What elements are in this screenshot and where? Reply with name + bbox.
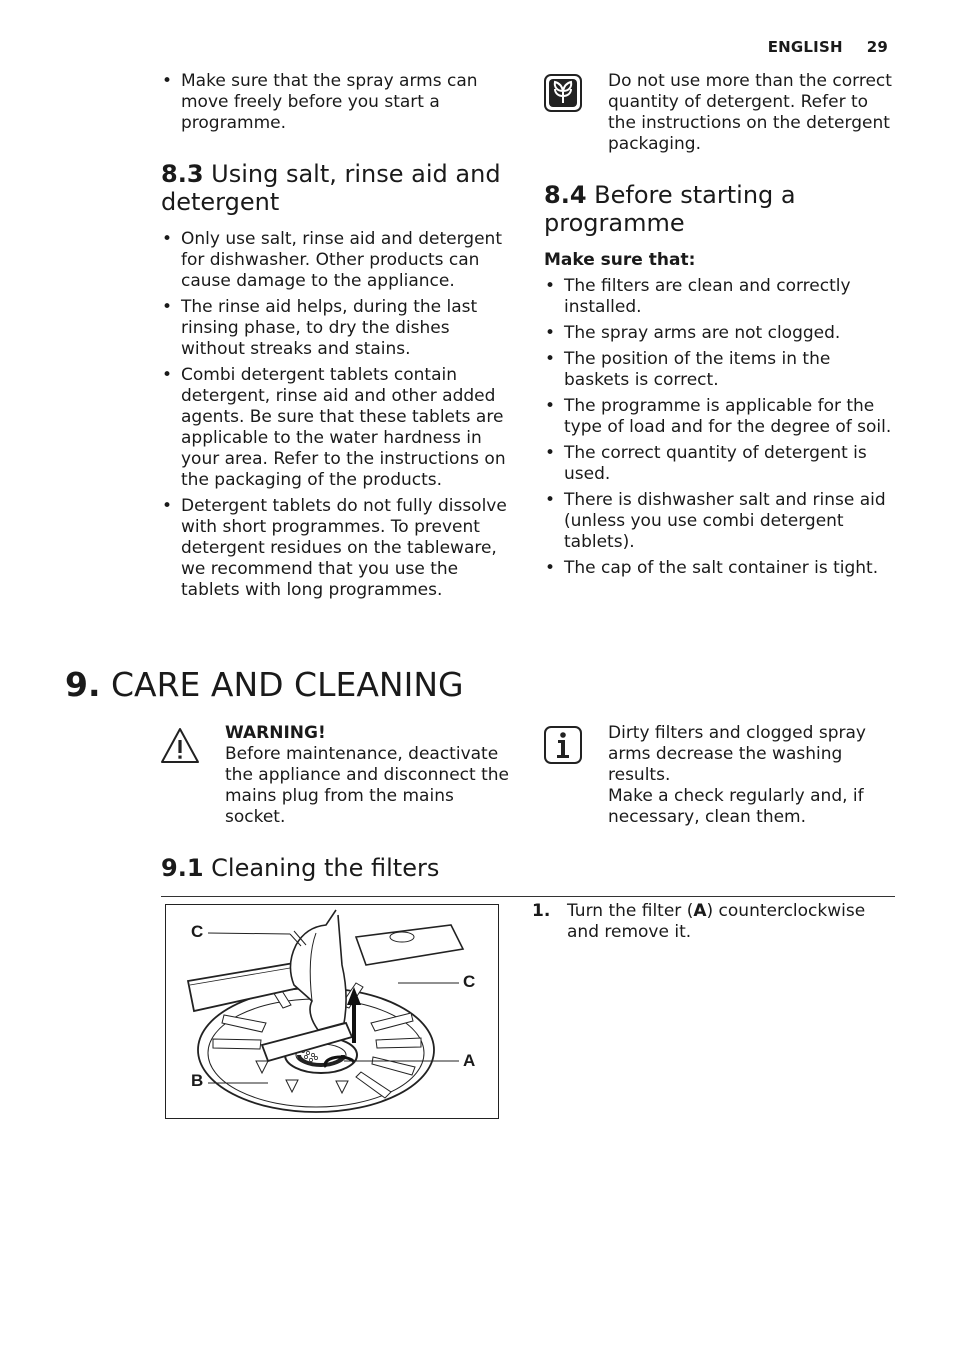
info-note-line2: Make a check regularly and, if necessary, clean them. <box>608 786 864 827</box>
section-number: 8.4 <box>544 181 587 209</box>
section-title: Cleaning the filters <box>211 854 440 882</box>
list-item: • Make sure that the spray arms can move freely before you start a programme. <box>162 71 492 134</box>
warning-icon <box>160 726 200 766</box>
chapter-title: CARE AND CLEANING <box>111 665 464 704</box>
step-1 <box>532 901 892 943</box>
page-number: 29 <box>866 38 888 56</box>
step-text-pre: Turn the filter ( <box>567 901 694 921</box>
environment-note-text: Do not use more than the correct quantity of detergent. Refer to the instructions on the detergent packaging. <box>608 71 892 154</box>
section-8-4-heading <box>544 181 894 237</box>
section-title: Using salt, rinse aid and detergent <box>161 160 501 216</box>
warning-block <box>225 723 517 828</box>
figure-label-c-right: C <box>463 972 476 991</box>
figure-label-c-top: C <box>191 922 204 941</box>
list-item: • Detergent tablets do not fully dissolve with short programmes. To prevent detergent residues on the tableware, we recommend that you use the tablets with long programmes. <box>162 496 510 601</box>
list-item: • The filters are clean and correctly installed. <box>545 276 897 318</box>
info-icon <box>543 725 583 765</box>
filter-illustration <box>165 904 499 1119</box>
spray-arms-bullet-list <box>162 71 492 139</box>
list-item: • The cap of the salt container is tight. <box>545 558 897 579</box>
list-item: • The position of the items in the baskets is correct. <box>545 349 897 391</box>
list-item: • There is dishwasher salt and rinse aid (unless you use combi detergent tablets). <box>545 490 897 553</box>
chapter-9-heading <box>65 666 464 704</box>
step-text-post: ) counterclockwise and remove it. <box>567 901 866 942</box>
list-item: • Combi detergent tablets contain detergent, rinse aid and other added agents. Be sure that these tablets are applicable to the water hardness in your area. Refer to the instructions on the packaging of the products. <box>162 365 510 491</box>
page-header <box>768 38 888 56</box>
list-item: • Only use salt, rinse aid and detergent for dishwasher. Other products can cause damage to the appliance. <box>162 229 510 292</box>
list-item: • The correct quantity of detergent is used. <box>545 443 897 485</box>
section-title: Before starting a programme <box>544 181 796 237</box>
chapter-number: 9. <box>65 665 101 704</box>
section-9-1-heading <box>161 854 439 882</box>
figure-label-b: B <box>191 1071 204 1090</box>
step-key-label: A <box>693 901 707 921</box>
header-language: ENGLISH <box>767 38 843 56</box>
figure-label-a: A <box>463 1051 476 1070</box>
warning-text: Before maintenance, deactivate the appliance and disconnect the mains plug from the mains socket. <box>225 744 509 827</box>
info-note-block <box>608 723 893 828</box>
step-text <box>567 901 892 943</box>
step-number: 1. <box>532 901 551 921</box>
make-sure-lead: Make sure that: <box>544 250 696 270</box>
section-8-3-bullets <box>162 229 510 606</box>
list-item: • The rinse aid helps, during the last rinsing phase, to dry the dishes without streaks and stains. <box>162 297 510 360</box>
section-number: 9.1 <box>161 854 204 882</box>
list-item: • The programme is applicable for the type of load and for the degree of soil. <box>545 396 897 438</box>
section-8-3-heading <box>161 160 511 216</box>
section-number: 8.3 <box>161 160 204 188</box>
environment-icon <box>543 73 583 113</box>
info-note-line1: Dirty filters and clogged spray arms decrease the washing results. <box>608 723 866 785</box>
warning-title: WARNING! <box>225 723 326 743</box>
list-item: • The spray arms are not clogged. <box>545 323 897 344</box>
section-8-4-bullets <box>545 276 897 584</box>
section-divider <box>161 896 895 897</box>
